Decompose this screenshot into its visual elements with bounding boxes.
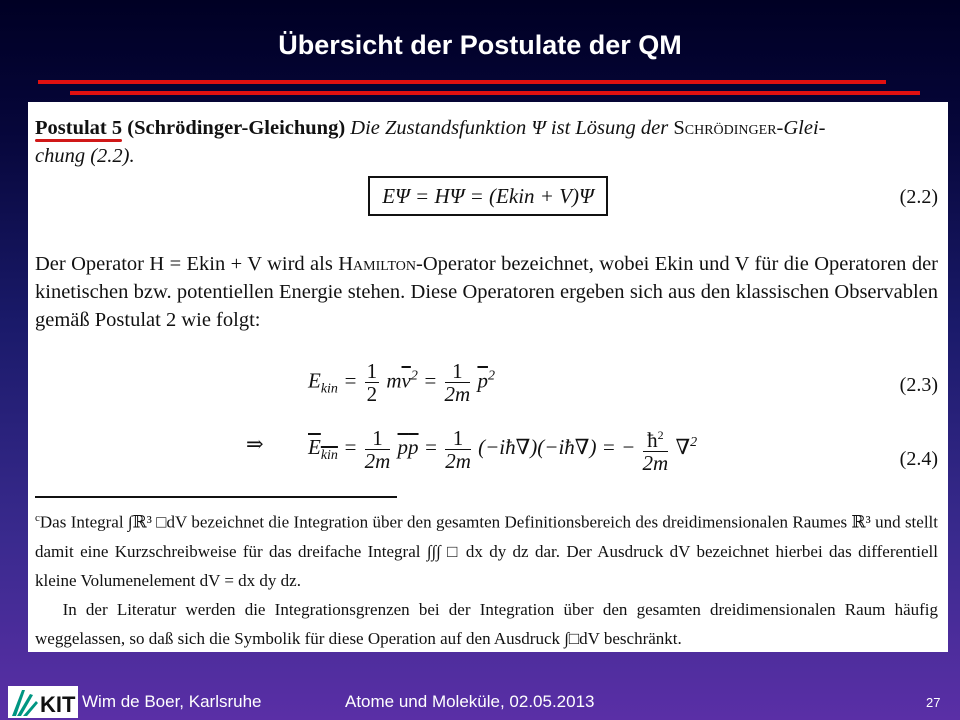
postulate-intro-2: -Glei- bbox=[776, 117, 826, 139]
kit-logo-text: KIT bbox=[40, 692, 76, 717]
slide-title: Übersicht der Postulate der QM bbox=[278, 30, 682, 60]
equation-2-3: $E_{kin}$ = $\frac{1}{2}$ $m\overline{v}^2$ = $\frac{1}{2m}$ $\overline{p}^2$ bbox=[308, 359, 495, 406]
red-underline bbox=[35, 139, 122, 142]
operator-text-1: Der Operator H = Ekin + V wird als bbox=[35, 253, 333, 275]
postulate-paragraph bbox=[35, 114, 938, 170]
kit-logo bbox=[8, 686, 78, 718]
title-underline-bottom bbox=[70, 91, 920, 95]
operator-text-2: -Operator bezeichnet, wobei Ekin und V für die Operatoren der kinetischen bzw. potentiellen Energie stehen. Diese Operatoren ergeben sich aus den klassischen Observablen gemäß Postulat 2 wie folgt: bbox=[35, 253, 938, 331]
frac-one-over-2m: $\frac{1}{2m}$ bbox=[444, 359, 471, 406]
frac-one-half: $\frac{1}{2}$ bbox=[366, 359, 378, 406]
page-number: 27 bbox=[926, 695, 941, 710]
equation-2-4: $E_{kin}$ = $\frac{1}{2m}$ $\overline{p}\overline{p}$ = $\frac{1}{2m}$ (−iħ∇)(−iħ∇) = − $\frac{ħ^2}{2m}$ ∇$^2$ bbox=[308, 425, 698, 475]
implication-arrow: ⇒ bbox=[246, 432, 264, 456]
footer-author: Wim de Boer, Karlsruhe bbox=[82, 692, 262, 711]
postulate-intro-sc: Schrödinger bbox=[673, 117, 777, 139]
footnote-paragraph-1: Das Integral ∫ℝ³ □dV bezeichnet die Integration über den gesamten Definitionsbereich des dreidimensionalen Raumes ℝ³ und stellt damit eine Kurzschreibweise für das dreifache Integral ∫∫∫ □ dx dy dz dar. Der Ausdruck dV bezeichnet hierbei das differentiell kleine Volumenelement dV = dx dy dz. bbox=[35, 512, 938, 590]
postulate-intro-1: Die Zustandsfunktion Ψ ist Lösung der bbox=[350, 117, 669, 139]
equation-2-2: EΨ = HΨ = (Ekin + V)Ψ bbox=[382, 183, 594, 208]
equation-2-2-number: (2.2) bbox=[899, 186, 938, 208]
operator-paragraph bbox=[35, 250, 938, 334]
postulate-intro-line2: chung (2.2). bbox=[35, 145, 135, 167]
title-underline-top bbox=[38, 80, 886, 84]
footnote-rule bbox=[35, 496, 397, 498]
equation-2-4-number: (2.4) bbox=[899, 448, 938, 470]
footnote: $^c$Das Integral ∫ℝ³ □dV bezeichnet die Integration über den gesamten Definitionsbereich des dreidimensionalen Raumes ℝ³ und stellt damit eine Kurzschreibweise für das dreifache Integral ∫∫∫ □ dx dy dz dar. Der Ausdruck dV bezeichnet hierbei das differentiell kleine Volumenelement dV = dx dy dz. In der Literatur werden die Integrationsgrenzen bei der Integration über den gesamten dreidimensionalen Raum häufig weggelassen, so daß sich die Symbolik für diese Operation auf den Ausdruck ∫□dV beschränkt. bbox=[35, 512, 939, 648]
frac-one-over-2m: $\frac{1}{2m}$ bbox=[445, 425, 471, 473]
frac-hbar-sq-over-2m: $\frac{ħ^2}{2m}$ bbox=[643, 424, 669, 474]
equation-2-3-number: (2.3) bbox=[899, 374, 938, 396]
frac-one-over-2m: $\frac{1}{2m}$ bbox=[364, 425, 391, 473]
content-panel bbox=[28, 102, 948, 652]
operator-hamilton: Hamilton bbox=[338, 253, 417, 275]
equation-2-2-box bbox=[368, 176, 608, 216]
footnote-paragraph-2: In der Literatur werden die Integrationsgrenzen bei der Integration über den gesamten dreidimensionalen Raum häufig weggelassen, so daß sich die Symbolik für diese Operation auf den Ausdruck ∫□dV beschränkt. bbox=[35, 599, 939, 648]
postulate-label: Postulat 5 bbox=[35, 117, 122, 139]
footer-lecture: Atome und Moleküle, 02.05.2013 bbox=[345, 692, 595, 711]
postulate-name: (Schrödinger-Gleichung) bbox=[127, 117, 346, 139]
